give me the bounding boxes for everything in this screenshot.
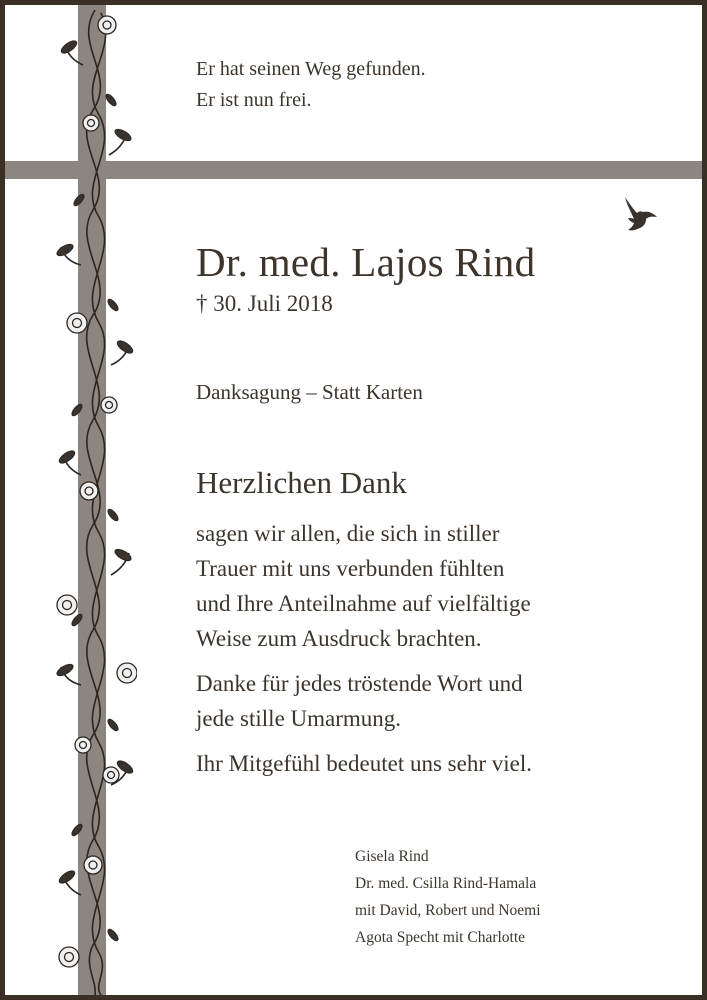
signer: Dr. med. Csilla Rind-Hamala <box>355 875 537 892</box>
bird-icon <box>619 195 659 233</box>
text-line: jede stille Umarmung. <box>196 706 402 731</box>
signer: Agota Specht mit Charlotte <box>355 929 526 946</box>
paragraph <box>196 746 532 781</box>
motto-line: Er ist nun frei. <box>196 89 312 111</box>
signer: mit David, Robert und Noemi <box>355 902 541 919</box>
motto-quote <box>196 54 426 116</box>
thanks-heading: Herzlichen Dank <box>196 465 407 500</box>
text-line: Trauer mit uns verbunden fühlten <box>196 556 505 581</box>
deceased-name: Dr. med. Lajos Rind <box>196 239 536 285</box>
rose-vine-ornament <box>53 5 137 997</box>
paragraph <box>196 516 532 656</box>
paragraph <box>196 666 532 736</box>
text-line: Weise zum Ausdruck brachten. <box>196 626 482 651</box>
notice-subtitle: Danksagung – Statt Karten <box>196 380 423 404</box>
text-line: sagen wir allen, die sich in stiller <box>196 521 500 546</box>
thanks-text <box>196 516 532 791</box>
text-line: Danke für jedes tröstende Wort und <box>196 671 523 696</box>
text-line: und Ihre Anteilnahme auf vielfältige <box>196 591 531 616</box>
death-date: † 30. Juli 2018 <box>196 291 333 316</box>
text-line: Ihr Mitgefühl bedeutet uns sehr viel. <box>196 751 532 776</box>
signer: Gisela Rind <box>355 848 429 865</box>
motto-line: Er hat seinen Weg gefunden. <box>196 58 426 80</box>
signers-list <box>355 843 541 951</box>
